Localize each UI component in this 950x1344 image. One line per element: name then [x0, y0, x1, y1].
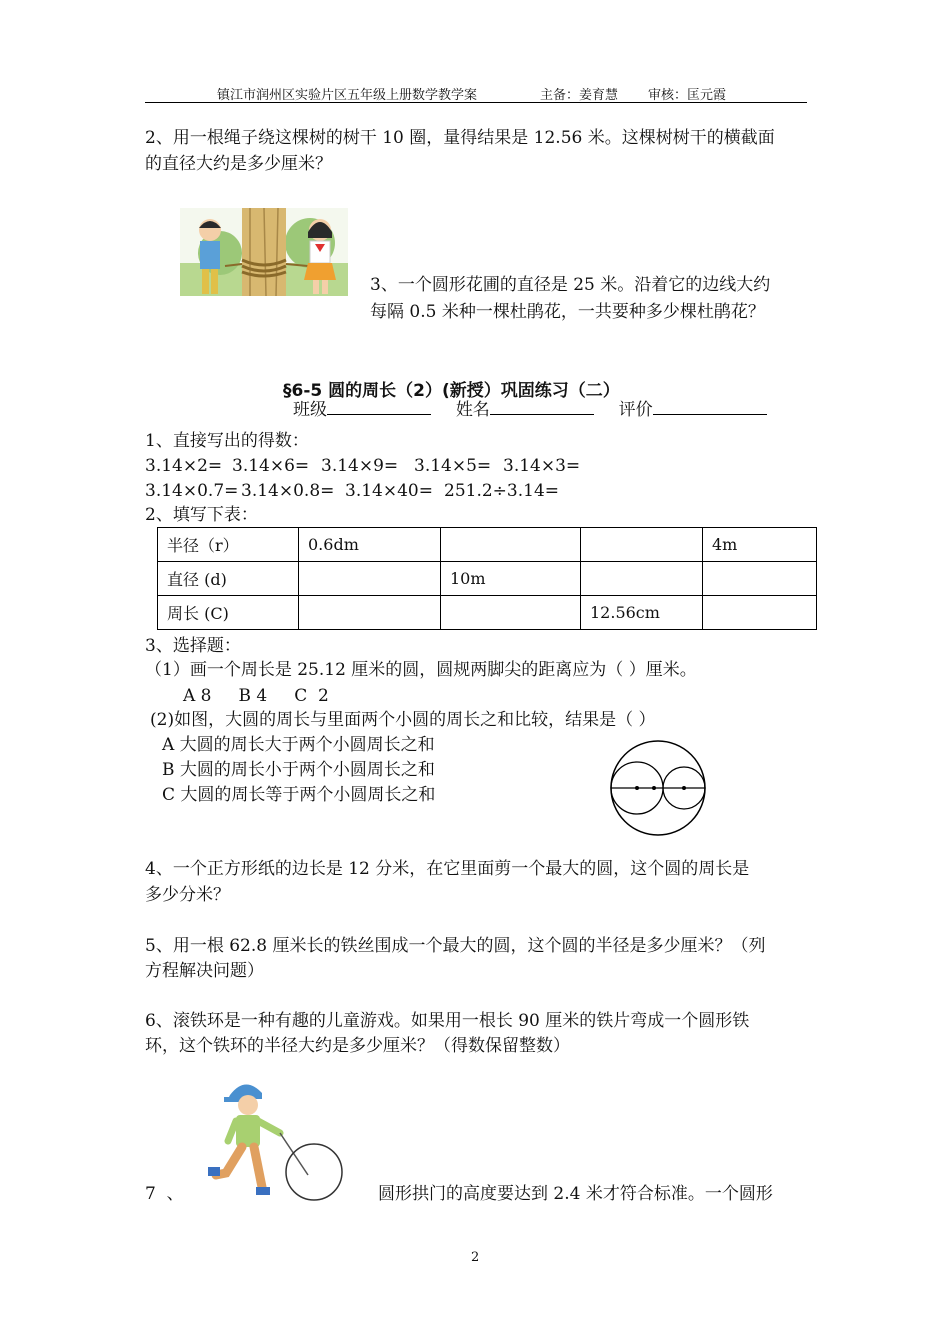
q3-option-b: B 大圆的周长小于两个小圆周长之和: [162, 760, 435, 780]
q4-line2: 多少分米？: [145, 885, 230, 905]
eval-label: 评价: [618, 400, 653, 420]
q1-row2-4: 251.2÷3.14=: [444, 481, 560, 501]
q1-row1-2: 3.14×6=: [232, 456, 310, 476]
table-cell: [581, 528, 703, 562]
header-reviewer: 审核：匡元霞: [648, 88, 727, 103]
header-school: 镇江市润州区实验片区五年级上册数学教学案: [217, 88, 478, 103]
table-cell: [581, 562, 703, 596]
q4-line1: 4、一个正方形纸的边长是 12 分米，在它里面剪一个最大的圆，这个圆的周长是: [145, 859, 750, 879]
eval-blank[interactable]: [653, 398, 767, 415]
table-cell: [299, 562, 441, 596]
q1-row2-2: 3.14×0.8=: [241, 481, 335, 501]
table-cell: 10m: [441, 562, 581, 596]
q1-row1-3: 3.14×9=: [321, 456, 399, 476]
q5-line1: 5、用一根 62.8 厘米长的铁丝围成一个最大的圆，这个圆的半径是多少厘米？（列: [145, 936, 766, 956]
page-header: [145, 82, 807, 103]
table-row: [158, 596, 817, 630]
name-blank[interactable]: [490, 398, 594, 415]
table-cell: 4m: [703, 528, 817, 562]
q3-label: 3、选择题：: [145, 636, 241, 656]
table-cell: 直径 (d): [158, 562, 299, 596]
table-cell: [441, 528, 581, 562]
page-number: 2: [471, 1250, 480, 1265]
table-cell: [703, 562, 817, 596]
hoop-rolling-illustration: [200, 1075, 350, 1205]
name-label: 姓名: [455, 400, 490, 420]
q7-number: 7 、: [145, 1184, 184, 1204]
q1-label: 1、直接写出的得数：: [145, 431, 309, 451]
q2-label: 2、填写下表：: [145, 505, 258, 525]
q3-top-line2: 每隔 0.5 米种一棵杜鹃花，一共要种多少棵杜鹃花？: [370, 302, 765, 322]
table-row: [158, 528, 817, 562]
section-title: §6-5 圆的周长（2）(新授）巩固练习（二）: [283, 381, 620, 401]
table-cell: 周长 (C): [158, 596, 299, 630]
circles-diagram: [606, 738, 710, 838]
table-cell: [441, 596, 581, 630]
q1-row1-4: 3.14×5=: [414, 456, 492, 476]
q3-option-a: A 大圆的周长大于两个小圆周长之和: [162, 735, 435, 755]
class-blank[interactable]: [327, 398, 431, 415]
q3-option-c: C 大圆的周长等于两个小圆周长之和: [162, 785, 436, 805]
class-label: 班级: [293, 400, 327, 420]
q1-row2-3: 3.14×40=: [345, 481, 433, 501]
q7-text: 圆形拱门的高度要达到 2.4 米才符合标准。一个圆形: [378, 1184, 773, 1204]
table-cell: [703, 596, 817, 630]
q3-top-line1: 3、一个圆形花圃的直径是 25 米。沿着它的边线大约: [370, 275, 771, 295]
q1-row1-1: 3.14×2=: [145, 456, 223, 476]
header-author: 主备：姜育慧: [540, 88, 619, 103]
q6-line2: 环，这个铁环的半径大约是多少厘米？（得数保留整数）: [145, 1036, 570, 1056]
q3-sub1: （1）画一个周长是 25.12 厘米的圆，圆规两脚尖的距离应为（ ）厘米。: [145, 660, 697, 680]
table-cell: [299, 596, 441, 630]
table-cell: 12.56cm: [581, 596, 703, 630]
student-info-line: [293, 397, 767, 423]
q2-top-line1: 2、用一根绳子绕这棵树的树干 10 圈，量得结果是 12.56 米。这棵树树干的横截面: [145, 128, 775, 148]
q3-sub2: (2)如图，大圆的周长与里面两个小圆的周长之和比较，结果是（ ）: [150, 710, 656, 730]
tree-rope-illustration: [180, 208, 348, 296]
circle-table: [157, 527, 817, 630]
table-row: [158, 562, 817, 596]
q1-row1-5: 3.14×3=: [503, 456, 581, 476]
q1-row2-1: 3.14×0.7=: [145, 481, 239, 501]
q3-sub1-options: A 8 B 4 C 2: [183, 686, 329, 706]
q5-line2: 方程解决问题）: [145, 961, 264, 981]
q2-top-line2: 的直径大约是多少厘米？: [145, 154, 332, 174]
table-cell: 0.6dm: [299, 528, 441, 562]
q6-line1: 6、滚铁环是一种有趣的儿童游戏。如果用一根长 90 厘米的铁片弯成一个圆形铁: [145, 1011, 750, 1031]
table-cell: 半径（r）: [158, 528, 299, 562]
